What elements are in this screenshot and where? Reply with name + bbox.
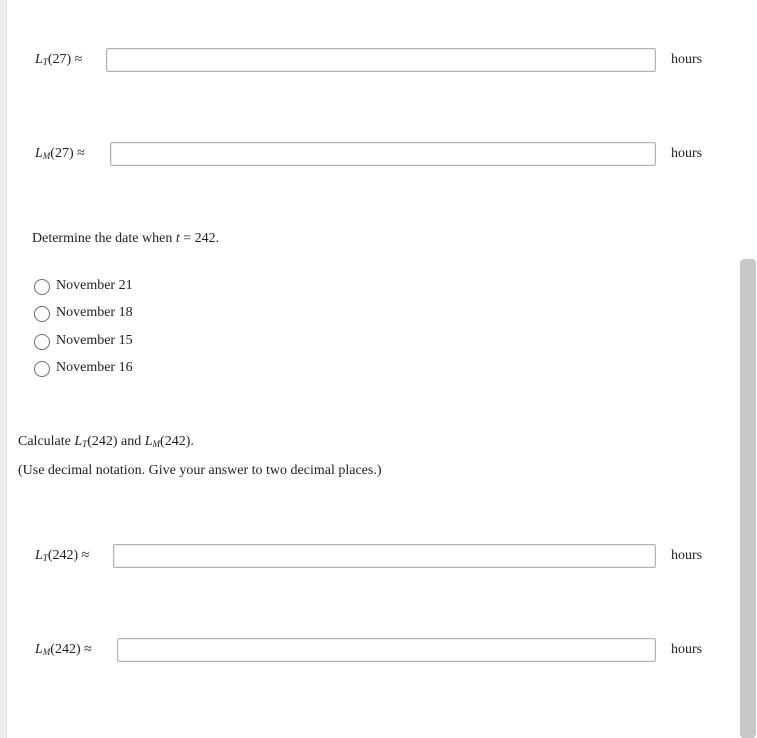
answer-row-lm-27 (0, 142, 757, 168)
answer-label: $L_T(242)$ ≈ (35, 548, 90, 563)
radio-button[interactable] (34, 306, 50, 322)
answer-label: $L_M(242)$ ≈ (35, 642, 92, 657)
lt-27-input[interactable] (106, 48, 656, 72)
calculate-instruction: Calculate $L_T(242)$ and $L_M(242)$. (18, 434, 194, 449)
answer-row-lt-242 (0, 544, 757, 570)
unit-label: hours (671, 642, 703, 657)
unit-label: hours (671, 52, 703, 67)
scrollbar-thumb[interactable] (740, 259, 756, 738)
unit-label: hours (671, 548, 703, 563)
radio-button[interactable] (34, 279, 50, 295)
unit-label: hours (671, 146, 703, 161)
date-option-label: November 21 (56, 278, 133, 293)
date-option-label: November 18 (56, 305, 133, 320)
left-border (0, 0, 7, 738)
answer-label: $L_T(27)$ ≈ (35, 52, 83, 67)
lm-27-input[interactable] (110, 142, 656, 166)
answer-row-lm-242 (0, 638, 757, 664)
lt-242-input[interactable] (113, 544, 656, 568)
radio-button[interactable] (34, 361, 50, 377)
answer-label: $L_M(27)$ ≈ (35, 146, 85, 161)
date-option-label: November 15 (56, 333, 133, 348)
decimal-instruction: (Use decimal notation. Give your answer to two decimal places.) (18, 463, 382, 478)
radio-button[interactable] (34, 334, 50, 350)
answer-row-lt-27 (0, 48, 757, 74)
date-question: Determine the date when t = 242. (32, 231, 220, 246)
lm-242-input[interactable] (117, 638, 656, 662)
date-option-label: November 16 (56, 360, 133, 375)
